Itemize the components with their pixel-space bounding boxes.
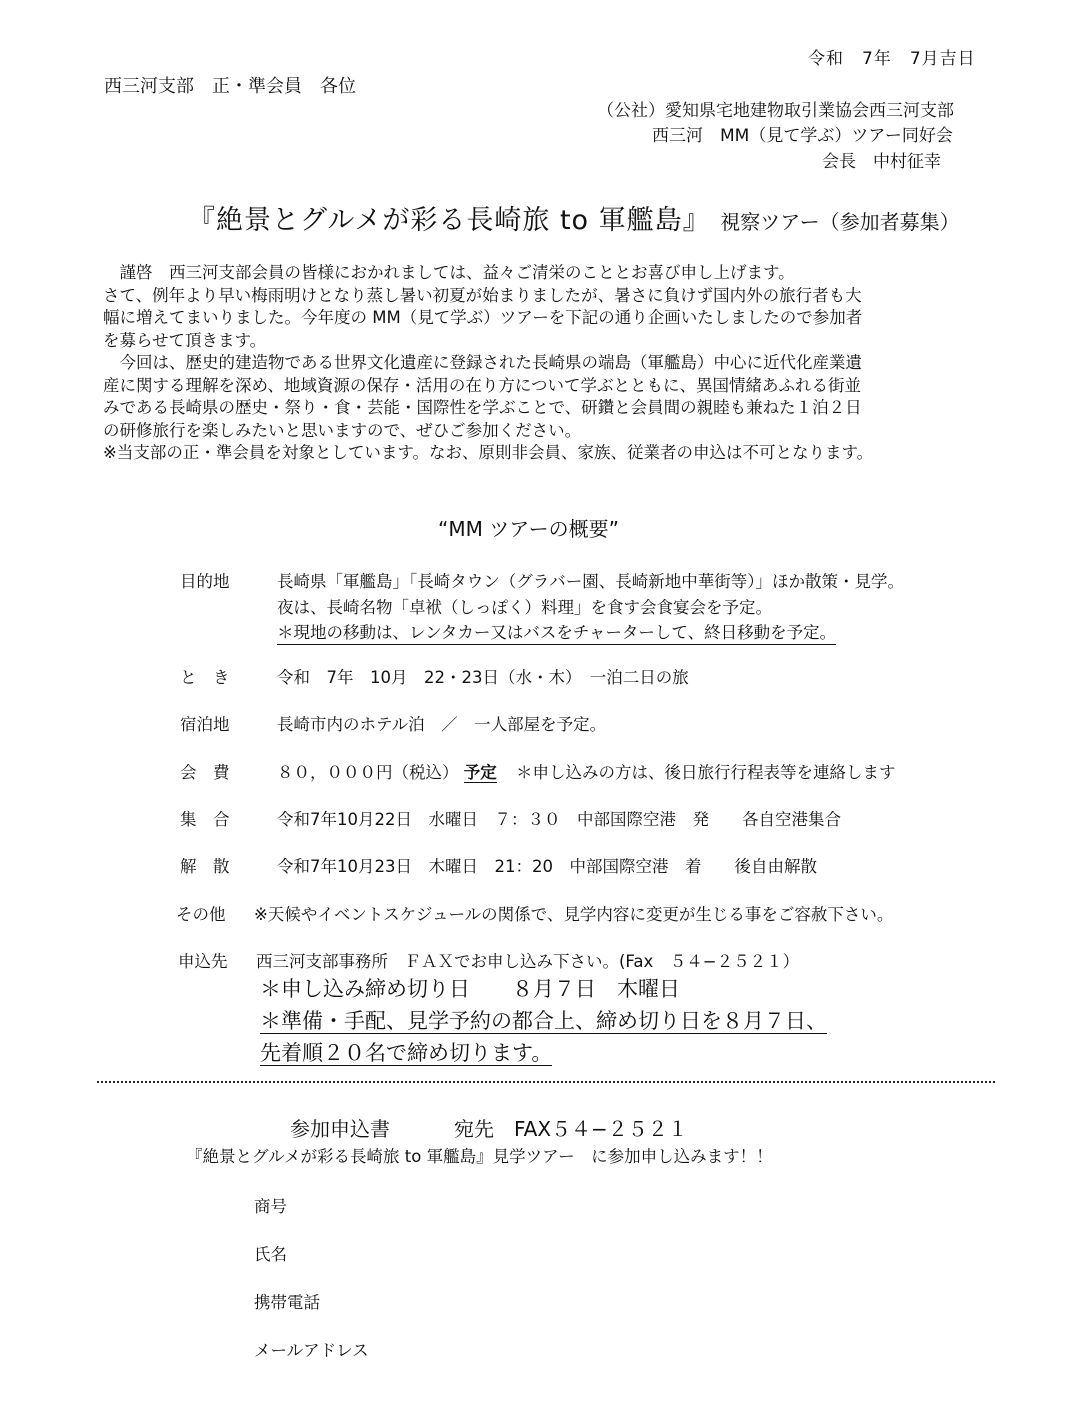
- title-sub: 視察ツアー（参加者募集）: [720, 210, 960, 234]
- field-name: 氏名: [254, 1245, 287, 1264]
- other-label: その他: [176, 905, 226, 924]
- field-mobile-phone: 携帯電話: [254, 1293, 320, 1312]
- field-company-name: 商号: [254, 1197, 287, 1216]
- fee-note: ＊申し込みの方は、後日旅行行程表等を連絡します: [516, 763, 896, 782]
- destination-line1: 長崎県「軍艦島」「長崎タウン（グラバー園、長崎新地中華街等）」ほか散策・見学。: [277, 572, 904, 591]
- sender-club: 西三河 MM（見て学ぶ）ツアー同好会: [652, 126, 953, 146]
- lodging-value: 長崎市内のホテル泊 ／ 一人部屋を予定。: [277, 715, 607, 734]
- form-subtitle: 『絶景とグルメが彩る長崎旅 to 軍艦島』見学ツアー に参加申し込みます！！: [186, 1147, 773, 1166]
- when-value: 令和 7年 10月 22・23日（水・木） 一泊二日の旅: [277, 668, 689, 687]
- destination-line3: ＊現地の移動は、レンタカー又はバスをチャーターして、終日移動を予定。: [277, 619, 836, 645]
- dismissal-value: 令和7年10月23日 木曜日 21：20 中部国際空港 着 後自由解散: [277, 857, 817, 876]
- cut-line-divider: [97, 1081, 995, 1083]
- destination-line2: 夜は、長崎名物「卓袱（しっぽく）料理」を食す会食宴会を予定。: [277, 598, 772, 617]
- lodging-label: 宿泊地: [180, 715, 230, 734]
- destination-label: 目的地: [180, 572, 230, 591]
- dismissal-label: 解 散: [180, 857, 230, 876]
- fee-value: [277, 759, 896, 783]
- form-title: 参加申込書: [290, 1117, 390, 1141]
- body-line: を募らせて頂きます。: [103, 330, 267, 350]
- apply-label: 申込先: [178, 952, 228, 971]
- body-line: ※当支部の正・準会員を対象としています。なお、原則非会員、家族、従業者の申込は不可となります。: [103, 443, 874, 462]
- body-line: さて、例年より早い梅雨明けとなり蒸し暑い初夏が始まりましたが、暑さに負けず国内外の旅行者も大: [103, 285, 862, 305]
- deadline-note-2: [260, 1037, 552, 1067]
- deadline-note-1: [260, 1005, 827, 1035]
- body-line: 幅に増えてまいりました。今年度の MM（見て学ぶ）ツアーを下記の通り企画いたしましたので参加者: [103, 308, 863, 327]
- body-line: 今回は、歴史的建造物である世界文化遺産に登録された長崎県の端島（軍艦島）中心に近代化産業遺: [103, 353, 862, 372]
- deadline-line: ＊申し込み締め切り日 ８月７日 木曜日: [260, 977, 680, 1001]
- document-date: 令和 7年 7月吉日: [808, 49, 976, 69]
- other-value: ※天候やイベントスケジュールの関係で、見学内容に変更が生じる事をご容赦下さい。: [254, 905, 894, 924]
- body-line: の研修旅行を楽しみたいと思いますので、ぜひご参加ください。: [103, 420, 582, 440]
- body-line: 産に関する理解を深め、地域資源の保存・活用の在り方について学ぶとともに、異国情緒あふれる街並: [103, 375, 862, 395]
- overview-heading: “MM ツアーの概要”: [438, 517, 619, 541]
- addressee: 西三河支部 正・準会員 各位: [104, 76, 356, 97]
- body-line: 謹啓 西三河支部会員の皆様におかれましては、益々ご清栄のこととお喜び申し上げます。: [103, 263, 795, 282]
- fee-planned: 予定: [463, 763, 497, 782]
- sender-president: 会長 中村征幸: [822, 152, 941, 172]
- body-text: [103, 262, 1003, 465]
- title-main: 『絶景とグルメが彩る長崎旅 to 軍艦島』: [188, 205, 711, 236]
- document-title: [188, 198, 960, 237]
- form-heading: [290, 1113, 688, 1142]
- meeting-label: 集 合: [180, 810, 230, 829]
- fee-label: 会 費: [180, 763, 230, 782]
- apply-value: 西三河支部事務所 ＦＡＸでお申し込み下さい。(Fax ５４−２５２１）: [256, 952, 800, 971]
- field-email-address: メールアドレス: [254, 1341, 369, 1360]
- meeting-value: 令和7年10月22日 水曜日 ７：３０ 中部国際空港 発 各自空港集合: [277, 810, 841, 829]
- fee-amount: ８０，０００円（税込）: [277, 763, 459, 782]
- body-line: みである長崎県の歴史・祭り・食・芸能・国際性を学ぶことで、研鑽と会員間の親睦も兼ねた１泊２日: [103, 398, 862, 417]
- deadline-note-2-text: 先着順２０名で締め切ります。: [260, 1041, 553, 1065]
- sender-organization: （公社）愛知県宅地建物取引業協会西三河支部: [597, 101, 954, 121]
- deadline-note-1-text: ＊準備・手配、見学予約の都合上、締め切り日を８月７日、: [260, 1009, 827, 1033]
- when-label: と き: [180, 668, 230, 687]
- form-fax-destination: 宛先 FAX５４−２５２１: [454, 1117, 688, 1141]
